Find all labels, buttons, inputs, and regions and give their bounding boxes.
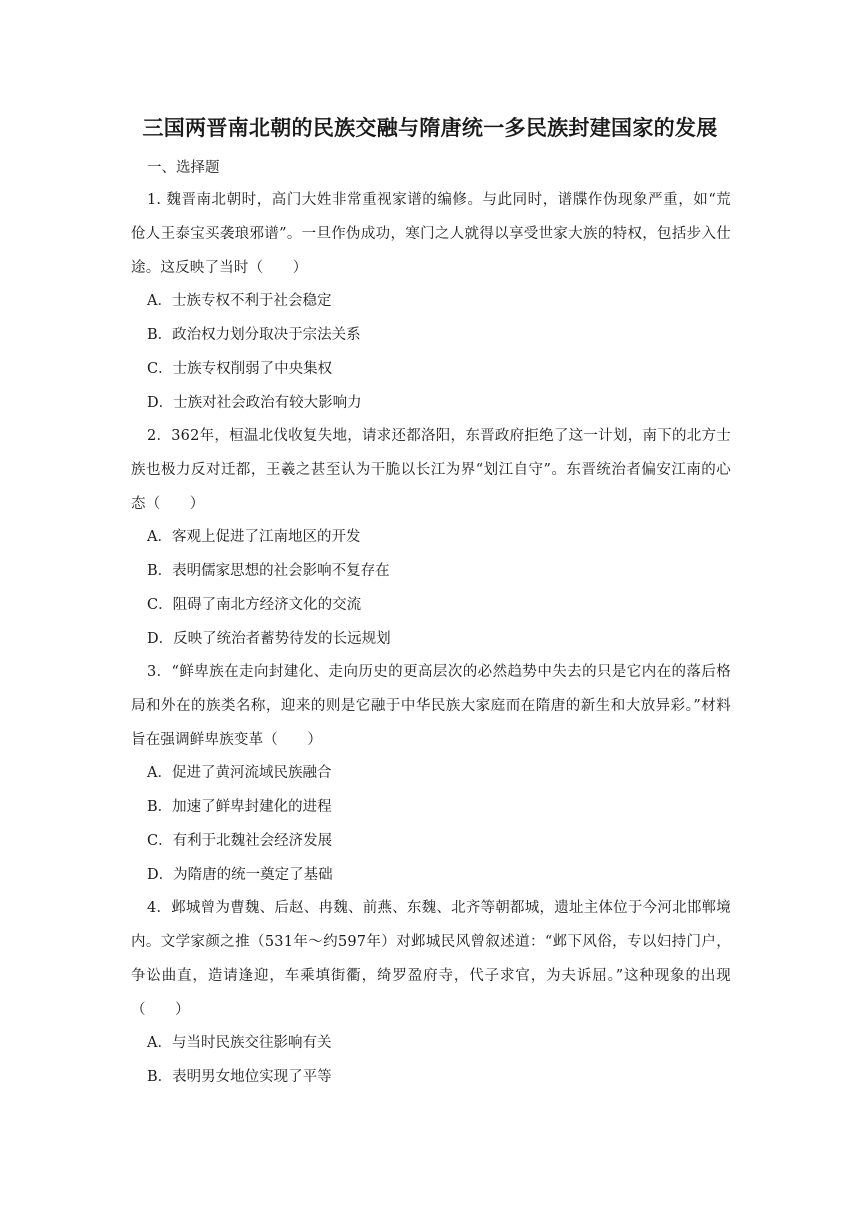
question-2-option-b	[147, 560, 390, 582]
option-letter: B．	[147, 799, 173, 815]
question-4-stem: 4．邺城曾为曹魏、后赵、冉魏、前燕、东魏、北齐等朝都城，遗址主体位于今河北邯郸境内。文学家颜之推（531年～约597年）对邺城民风曾叙述道：“邺下风俗，专以妇持门户，争讼曲直，造请逢迎，车乘填街衢，绮罗盈府寺，代子求官，为夫诉屈。”这种现象的出现（ ）	[131, 900, 731, 1018]
document-title: 三国两晋南北朝的民族交融与隋唐统一多民族封建国家的发展	[142, 115, 718, 140]
question-1-option-a	[147, 290, 331, 312]
option-letter: A．	[147, 293, 172, 309]
option-text: 有利于北魏社会经济发展	[172, 833, 333, 849]
question-2-option-d	[147, 628, 391, 650]
question-1-option-b	[147, 324, 361, 346]
option-text: 为隋唐的统一奠定了基础	[173, 867, 333, 883]
option-text: 客观上促进了江南地区的开发	[171, 529, 361, 545]
question-2-option-c	[147, 594, 361, 616]
option-text: 士族专权不利于社会稳定	[171, 293, 332, 309]
option-letter: B．	[147, 327, 173, 343]
question-3-option-b	[147, 796, 332, 818]
question-2-option-a	[147, 526, 360, 548]
question-4-option-b	[147, 1066, 332, 1088]
option-text: 促进了黄河流域民族融合	[171, 765, 332, 781]
option-text: 表明儒家思想的社会影响不复存在	[172, 563, 390, 579]
option-letter: A．	[147, 529, 172, 545]
question-3-option-a	[147, 762, 331, 784]
option-text: 与当时民族交往影响有关	[171, 1035, 332, 1051]
question-1-stem: 1. 魏晋南北朝时，高门大姓非常重视家谱的编修。与此同时，谱牒作伪现象严重，如“荒伧人王泰宝买袭琅邪谱”。一旦作伪成功，寒门之人就得以享受世家大族的特权，包括步入仕途。这反映了当时（ ）	[131, 192, 731, 276]
option-text: 阻碍了南北方经济文化的交流	[172, 597, 362, 613]
option-letter: B．	[147, 1069, 173, 1085]
question-3-stem: 3．“鲜卑族在走向封建化、走向历史的更高层次的必然趋势中失去的只是它内在的落后格局和外在的族类名称，迎来的则是它融于中华民族大家庭而在隋唐的新生和大放异彩。”材料旨在强调鲜卑族变革（ ）	[131, 664, 731, 748]
option-letter: A．	[147, 1035, 172, 1051]
question-3-option-d	[147, 864, 333, 886]
option-letter: D．	[147, 395, 174, 411]
option-text: 士族专权削弱了中央集权	[172, 361, 333, 377]
question-1-option-c	[147, 358, 332, 380]
option-letter: B．	[147, 563, 173, 579]
option-text: 政治权力划分取决于宗法关系	[172, 327, 361, 343]
option-letter: D．	[147, 631, 174, 647]
section-heading: 一、选择题	[147, 160, 220, 176]
option-text: 反映了统治者蓄势待发的长远规划	[173, 631, 391, 647]
option-letter: C．	[147, 597, 173, 613]
option-letter: D．	[147, 867, 174, 883]
option-letter: C．	[147, 361, 173, 377]
option-text: 士族对社会政治有较大影响力	[173, 395, 362, 411]
option-text: 表明男女地位实现了平等	[172, 1069, 332, 1085]
option-letter: C．	[147, 833, 173, 849]
question-2-stem: 2．362年，桓温北伐收复失地，请求还都洛阳，东晋政府拒绝了这一计划，南下的北方士族也极力反对迁都，王羲之甚至认为干脆以长江为界“划江自守”。东晋统治者偏安江南的心态（ ）	[131, 428, 731, 512]
option-letter: A．	[147, 765, 172, 781]
option-text: 加速了鲜卑封建化的进程	[172, 799, 332, 815]
question-1-option-d	[147, 392, 362, 414]
question-4-option-a	[147, 1032, 331, 1054]
question-3-option-c	[147, 830, 332, 852]
